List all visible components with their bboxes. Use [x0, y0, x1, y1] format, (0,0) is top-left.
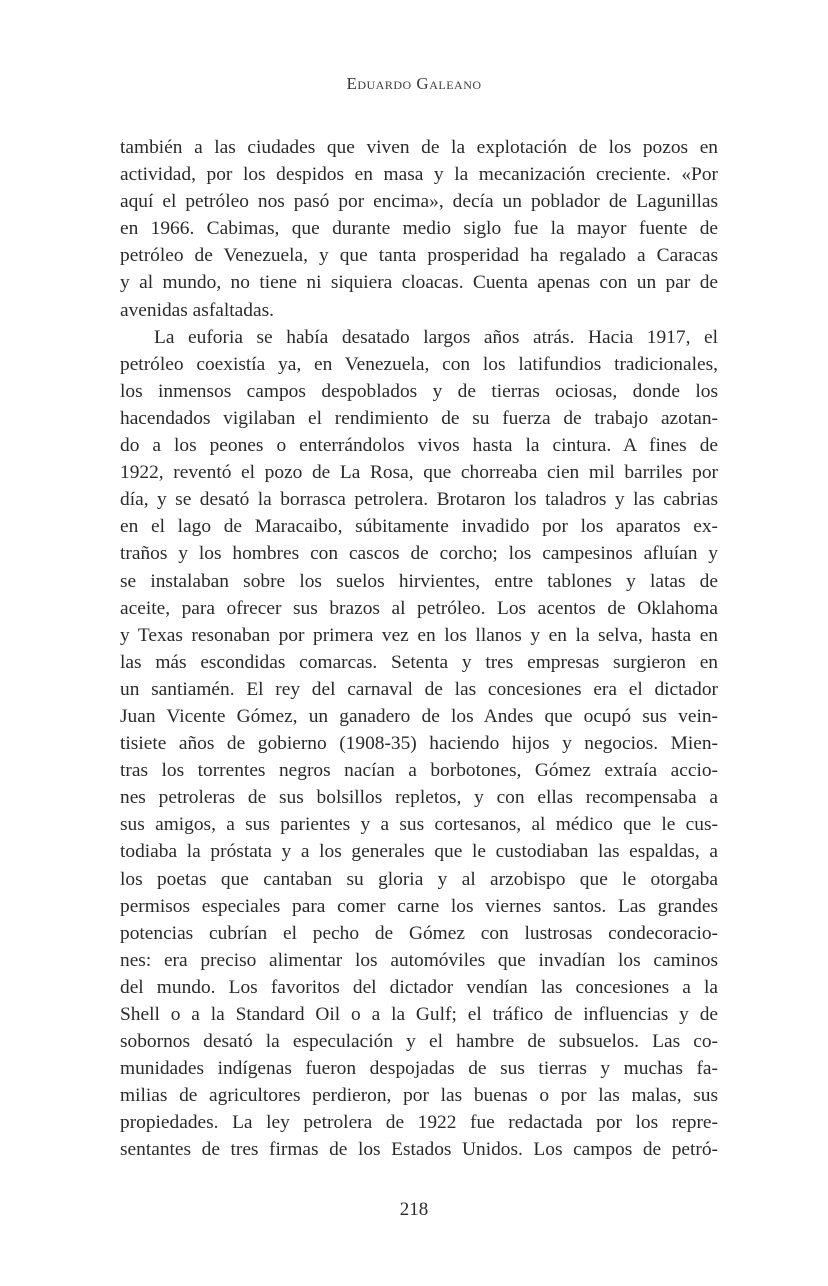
text-line: también a las ciudades que viven de la explotación de los pozos en: [120, 137, 718, 158]
text-line: los inmensos campos despoblados y de tierras ociosas, donde los: [120, 380, 718, 402]
paragraph-2: [120, 324, 718, 1164]
text-line: sobornos desató la especulación y el hambre de subsuelos. Las co-: [120, 1031, 718, 1053]
text-line: traños y los hombres con cascos de corcho; los campesinos afluían y: [120, 543, 718, 565]
text-line: 1922, reventó el pozo de La Rosa, que chorreaba cien mil barriles por: [120, 462, 718, 484]
text-line: sus amigos, a sus parientes y a sus cortesanos, al médico que le cus-: [120, 814, 718, 836]
text-line: avenidas asfaltadas.: [120, 299, 274, 321]
text-line: milias de agricultores perdieron, por las buenas o por las malas, sus: [120, 1085, 718, 1107]
text-line: potencias cubrían el pecho de Gómez con lustrosas condecoracio-: [120, 922, 718, 944]
text-line: La euforia se había desatado largos años atrás. Hacia 1917, el: [154, 326, 718, 348]
text-line: tisiete años de gobierno (1908-35) haciendo hijos y negocios. Mien-: [120, 733, 718, 755]
text-line: permisos especiales para comer carne los viernes santos. Las grandes: [120, 895, 718, 917]
text-line: y Texas resonaban por primera vez en los llanos y en la selva, hasta en: [120, 624, 718, 646]
text-line: aquí el petróleo nos pasó por encima», decía un poblador de Lagunillas: [120, 191, 718, 213]
text-line: actividad, por los despidos en masa y la mecanización creciente. «Por: [120, 164, 718, 186]
text-line: nes: era preciso alimentar los automóviles que invadían los caminos: [120, 949, 718, 971]
text-line: petróleo coexistía ya, en Venezuela, con los latifundios tradicionales,: [120, 353, 718, 375]
text-line: se instalaban sobre los suelos hirvientes, entre tablones y latas de: [120, 570, 718, 592]
text-line: munidades indígenas fueron despojadas de sus tierras y muchas fa-: [120, 1058, 718, 1080]
text-line: en 1966. Cabimas, que durante medio siglo fue la mayor fuente de: [120, 218, 718, 240]
text-line: las más escondidas comarcas. Setenta y tres empresas surgieron en: [120, 651, 718, 673]
text-line: en el lago de Maracaibo, súbitamente invadido por los aparatos ex-: [120, 516, 718, 538]
text-line: sentantes de tres firmas de los Estados Unidos. Los campos de petró-: [120, 1139, 718, 1161]
text-line: Juan Vicente Gómez, un ganadero de los Andes que ocupó sus vein-: [120, 705, 718, 727]
text-line: todiaba la próstata y a los generales que le custodiaban las espaldas, a: [120, 841, 718, 863]
running-head-author: Eduardo Galeano: [346, 74, 482, 93]
text-line: do a los peones o enterrándolos vivos hasta la cintura. A fines de: [120, 435, 718, 457]
text-line: y al mundo, no tiene ni siquiera cloacas. Cuenta apenas con un par de: [120, 272, 718, 294]
text-line: tras los torrentes negros nacían a borbotones, Gómez extraía accio-: [120, 760, 718, 782]
paragraph-1: [120, 134, 718, 324]
text-line: nes petroleras de sus bolsillos repletos, y con ellas recompensaba a: [120, 787, 718, 809]
text-line: aceite, para ofrecer sus brazos al petróleo. Los acentos de Oklahoma: [120, 597, 718, 619]
text-line: petróleo de Venezuela, y que tanta prosperidad ha regalado a Caracas: [120, 245, 718, 267]
body-text: [120, 134, 718, 1164]
text-line: Shell o a la Standard Oil o a la Gulf; el tráfico de influencias y de: [120, 1004, 718, 1025]
text-line: propiedades. La ley petrolera de 1922 fue redactada por los repre-: [120, 1112, 718, 1134]
text-line: hacendados vigilaban el rendimiento de su fuerza de trabajo azotan-: [120, 407, 718, 429]
text-line: día, y se desató la borrasca petrolera. Brotaron los taladros y las cabrias: [120, 489, 718, 511]
text-line: del mundo. Los favoritos del dictador vendían las concesiones a la: [120, 976, 718, 998]
text-line: los poetas que cantaban su gloria y al arzobispo que le otorgaba: [120, 868, 718, 890]
text-line: un santiamén. El rey del carnaval de las concesiones era el dictador: [120, 678, 718, 700]
page-number: 218: [399, 1199, 429, 1220]
